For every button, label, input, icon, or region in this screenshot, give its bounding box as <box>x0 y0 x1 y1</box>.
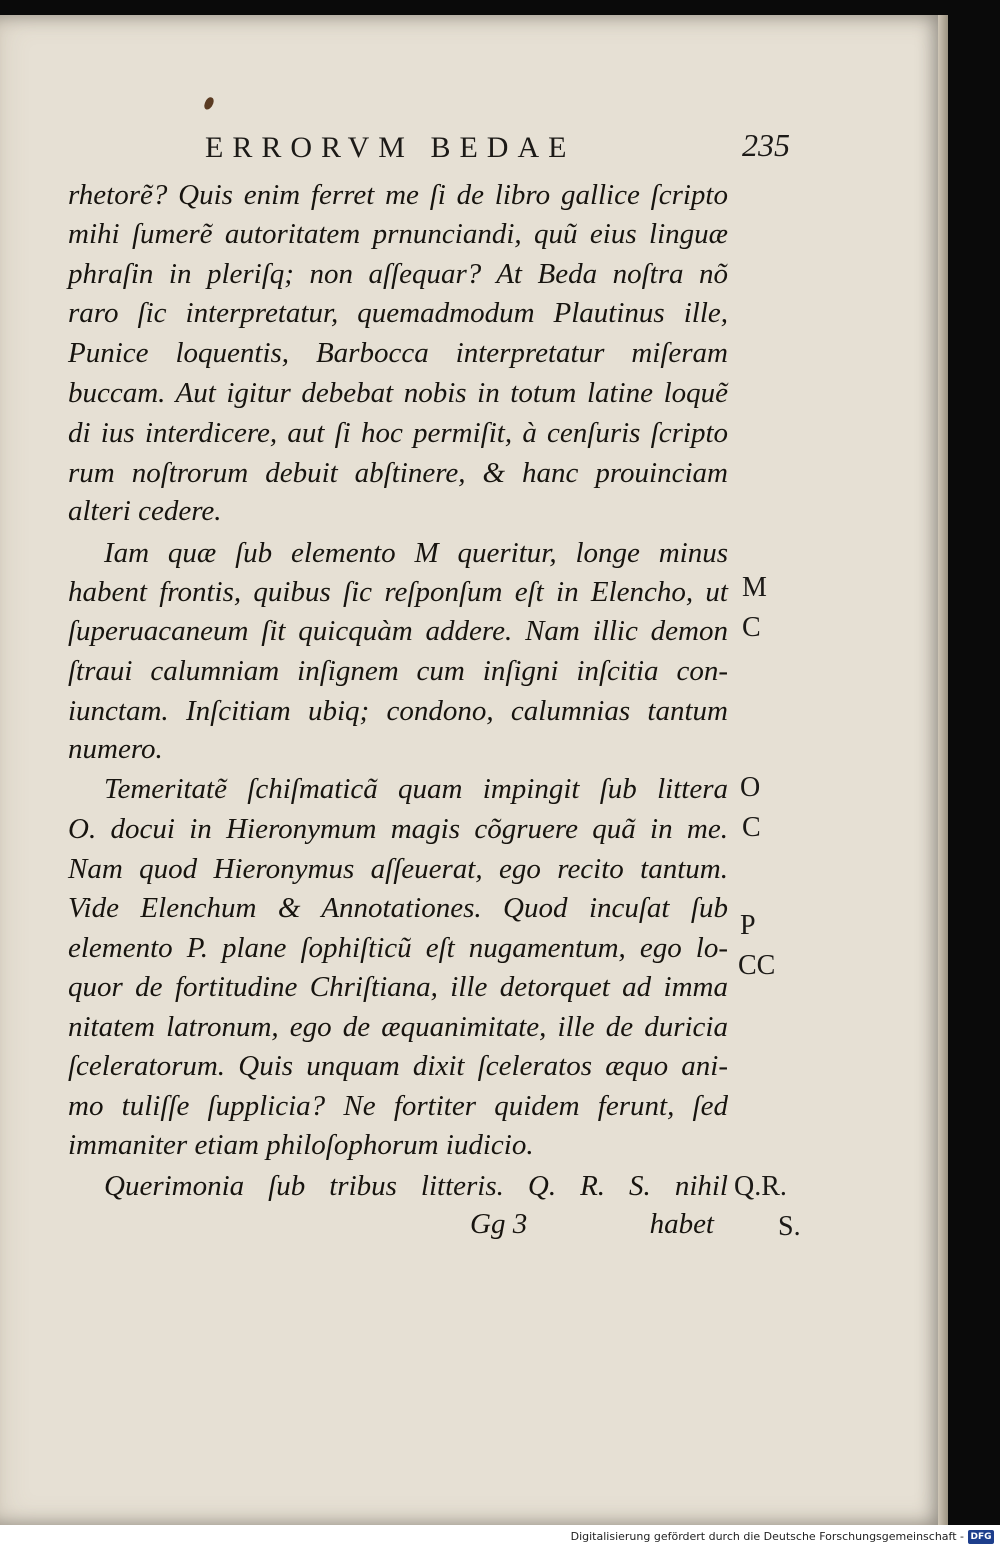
text-line: rhetorẽ? Quis enim ferret me ſi de libro gallice ſcripto <box>68 179 728 211</box>
marginal-note: C <box>742 812 761 843</box>
text-line: Punice loquentis, Barbocca interpretatur miſeram <box>68 337 728 369</box>
marginal-note: Q.R. <box>734 1171 787 1202</box>
text-line: iunctam. Inſcitiam ubiq; condono, calumnias tantum <box>68 695 728 727</box>
text-line: O. docui in Hieronymum magis cõgruere quã in me. <box>68 813 728 845</box>
text-line: phraſin in pleriſq; non aſſequar? At Beda noſtra nõ <box>68 258 728 290</box>
book-page <box>0 15 948 1525</box>
footer-bar <box>0 1525 1000 1550</box>
text-line: Vide Elenchum & Annotationes. Quod incuſat ſub <box>68 892 728 924</box>
text-line: ſceleratorum. Quis unquam dixit ſceleratos æquo ani- <box>68 1050 728 1082</box>
text-line: Nam quod Hieronymus aſſeuerat, ego recito tantum. <box>68 853 728 885</box>
text-line: raro ſic interpretatur, quemadmodum Plautinus ille, <box>68 297 728 329</box>
text-line: ſuperuacaneum ſit quicquàm addere. Nam illic demon <box>68 615 728 647</box>
marginal-note: CC <box>738 950 776 981</box>
text-line: elemento P. plane ſophiſticũ eſt nugamentum, ego lo- <box>68 932 728 964</box>
paragraph-start-line: Querimonia ſub tribus litteris. Q. R. S. nihil <box>104 1170 728 1202</box>
text-line: buccam. Aut igitur debebat nobis in totum latine loquẽ <box>68 377 728 409</box>
text-line: mo tuliſſe ſupplicia? Ne fortiter quidem ferunt, ſed <box>68 1090 728 1122</box>
marginal-note: S. <box>778 1211 801 1242</box>
text-line: ſtraui calumniam inſignem cum inſigni inſcitia con- <box>68 655 728 687</box>
marginal-note: P <box>740 910 756 941</box>
text-line: numero. <box>68 733 163 765</box>
dfg-logo-icon[interactable]: DFG <box>968 1530 994 1544</box>
signature-mark: Gg 3 <box>470 1208 528 1240</box>
catchword-line <box>470 1208 720 1246</box>
catchword: habet <box>649 1208 714 1240</box>
page-number: 235 <box>742 127 790 163</box>
marginal-note: O <box>740 772 761 803</box>
marginal-note: M <box>742 572 767 603</box>
text-line: alteri cedere. <box>68 495 222 527</box>
text-line: mihi ſumerẽ autoritatem prnunciandi, quũ eius linguæ <box>68 218 728 250</box>
text-line: rum noſtrorum debuit abſtinere, & hanc prouinciam <box>68 457 728 489</box>
running-head: ERRORVM BEDAE <box>205 131 576 164</box>
text-line: nitatem latronum, ego de æquanimitate, ille de duricia <box>68 1011 728 1043</box>
text-line: immaniter etiam philoſophorum iudicio. <box>68 1129 534 1161</box>
funding-credit: Digitalisierung gefördert durch die Deutsche Forschungsgemeinschaft - <box>570 1530 964 1543</box>
marginal-note: C <box>742 612 761 643</box>
text-line: quor de fortitudine Chriſtiana, ille detorquet ad imma <box>68 971 728 1003</box>
paragraph-start-line: Temeritatẽ ſchiſmaticã quam impingit ſub littera <box>104 773 728 805</box>
text-line: di ius interdicere, aut ſi hoc permiſit, à cenſuris ſcripto <box>68 417 728 449</box>
body-text <box>0 15 948 1525</box>
paragraph-start-line: Iam quæ ſub elemento M queritur, longe minus <box>104 537 728 569</box>
text-line: habent frontis, quibus ſic reſponſum eſt in Elencho, ut <box>68 576 728 608</box>
